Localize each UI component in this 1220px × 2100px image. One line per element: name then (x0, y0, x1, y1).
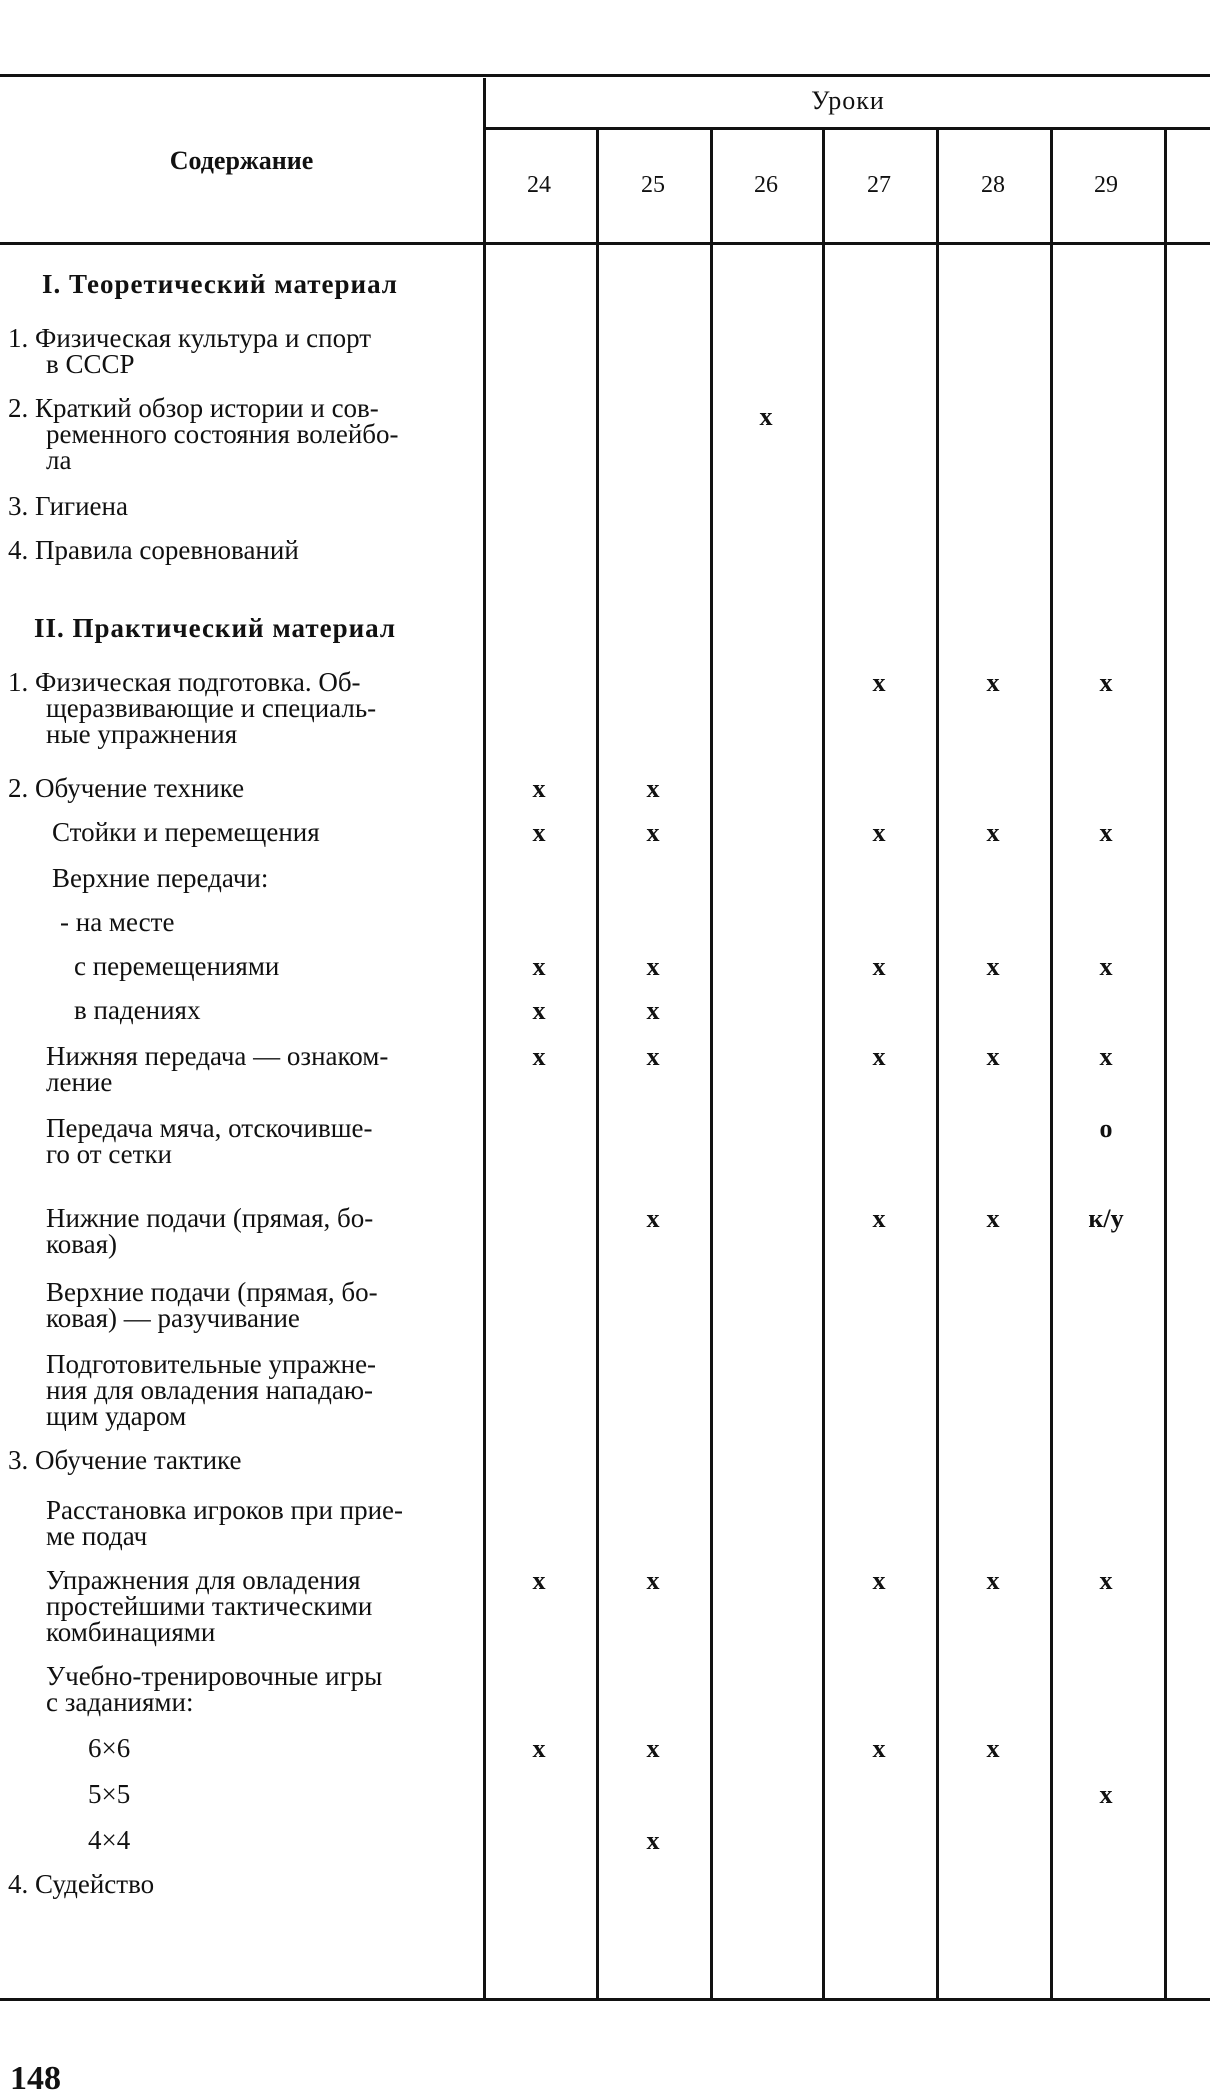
row-label: 5×5 (88, 1779, 131, 1809)
lesson-mark: x (986, 1566, 1000, 1595)
lesson-number: 29 (1094, 172, 1118, 198)
column-divider-right (1164, 130, 1167, 1998)
row-label: в падениях (74, 995, 201, 1025)
row-label-cont: ме подач (46, 1521, 148, 1551)
column-divider-27-28 (936, 130, 939, 1998)
row-label: 6×6 (88, 1733, 131, 1763)
lesson-mark: x (986, 1042, 1000, 1071)
lesson-mark: x (1099, 1780, 1113, 1809)
row-label-cont: ния для овладения нападаю- (46, 1375, 373, 1405)
column-divider-25-26 (710, 130, 713, 1998)
column-divider-24-25 (596, 130, 599, 1998)
header-bottom-rule (0, 242, 1210, 245)
row-label-cont: ковая) — разучивание (46, 1303, 300, 1333)
lesson-mark: x (1099, 1566, 1113, 1595)
lesson-mark: x (646, 952, 660, 981)
lesson-mark: x (646, 996, 660, 1025)
lesson-mark: x (646, 1734, 660, 1763)
bottom-rule (0, 1998, 1210, 2001)
lesson-number: 25 (641, 172, 665, 198)
lesson-mark: x (532, 952, 546, 981)
lesson-number: 27 (867, 172, 891, 198)
column-divider-26-27 (822, 130, 825, 1998)
lesson-mark: x (1099, 668, 1113, 697)
row-label-cont: ла (46, 445, 72, 475)
row-label: Учебно-тренировочные игры (46, 1661, 383, 1691)
lesson-mark: x (646, 774, 660, 803)
row-label: Расстановка игроков при прие- (46, 1495, 404, 1525)
row-label-cont: простейшими тактическими (46, 1591, 373, 1621)
lesson-mark: x (872, 818, 886, 847)
lesson-mark: x (986, 668, 1000, 697)
lesson-mark: x (986, 1734, 1000, 1763)
row-label: с перемещениями (74, 951, 280, 981)
lesson-mark: x (986, 1204, 1000, 1233)
column-divider-28-29 (1050, 130, 1053, 1998)
lesson-mark: x (986, 818, 1000, 847)
lesson-mark: x (646, 818, 660, 847)
lesson-mark: x (872, 668, 886, 697)
lesson-number: 26 (754, 172, 778, 198)
lesson-mark: x (872, 1042, 886, 1071)
lessons-header-rule (483, 127, 1210, 130)
row-label-cont: с заданиями: (46, 1687, 194, 1717)
lesson-mark: x (646, 1042, 660, 1071)
row-label: 2. Краткий обзор истории и сов- (8, 393, 379, 423)
row-label-cont: ление (46, 1067, 113, 1097)
lesson-mark: x (1099, 818, 1113, 847)
row-label-cont: ные упражнения (46, 719, 238, 749)
row-label: 1. Физическая подготовка. Об- (8, 667, 361, 697)
lesson-mark: x (646, 1204, 660, 1233)
row-label-section: I. Теоретический материал (42, 269, 398, 299)
lesson-mark: x (872, 952, 886, 981)
row-label-cont: ковая) (46, 1229, 118, 1259)
row-label: 4×4 (88, 1825, 131, 1855)
row-label: 3. Гигиена (8, 491, 128, 521)
row-label: Верхние передачи: (52, 863, 269, 893)
row-label-cont: го от сетки (46, 1139, 173, 1169)
lesson-mark: x (986, 952, 1000, 981)
content-header: Содержание (169, 146, 314, 175)
lesson-mark: x (872, 1734, 886, 1763)
lesson-mark: x (532, 1734, 546, 1763)
lesson-mark: x (646, 1566, 660, 1595)
lesson-mark: x (872, 1566, 886, 1595)
lesson-mark: x (532, 1042, 546, 1071)
lesson-mark: x (646, 1826, 660, 1855)
lesson-number: 24 (527, 172, 551, 198)
row-label: Подготовительные упражне- (46, 1349, 377, 1379)
lesson-mark: x (1099, 1042, 1113, 1071)
row-label-cont: в СССР (46, 349, 135, 379)
lessons-header: Уроки (811, 86, 885, 115)
row-label: - на месте (60, 907, 175, 937)
row-label: Нижние подачи (прямая, бо- (46, 1203, 374, 1233)
lesson-mark: x (532, 818, 546, 847)
lesson-mark: к/у (1088, 1204, 1124, 1233)
row-label-cont: комбинациями (46, 1617, 216, 1647)
lesson-mark: x (532, 996, 546, 1025)
lesson-number: 28 (981, 172, 1005, 198)
row-label: Нижняя передача — ознаком- (46, 1041, 389, 1071)
lesson-mark: x (532, 1566, 546, 1595)
column-divider-content (483, 78, 486, 1998)
row-label-cont: щеразвивающие и специаль- (46, 693, 377, 723)
lesson-mark: x (759, 402, 773, 431)
row-label: Верхние подачи (прямая, бо- (46, 1277, 378, 1307)
row-label: 1. Физическая культура и спорт (8, 323, 372, 353)
row-label-cont: щим ударом (46, 1401, 187, 1431)
row-label: Передача мяча, отскочивше- (46, 1113, 373, 1143)
row-label: 4. Правила соревнований (8, 535, 299, 565)
row-label: Упражнения для овладения (46, 1565, 361, 1595)
row-label: Стойки и перемещения (52, 817, 320, 847)
top-rule (0, 74, 1210, 77)
lesson-mark: x (532, 774, 546, 803)
row-label: 2. Обучение технике (8, 773, 245, 803)
row-label: 3. Обучение тактике (8, 1445, 242, 1475)
page-number: 148 (10, 2060, 61, 2097)
lesson-mark: x (1099, 952, 1113, 981)
row-label-section: II. Практический материал (34, 613, 397, 643)
lesson-mark: x (872, 1204, 886, 1233)
row-label-cont: ременного состояния волейбо- (46, 419, 399, 449)
lesson-mark: o (1099, 1114, 1113, 1143)
row-label: 4. Судейство (8, 1869, 155, 1899)
